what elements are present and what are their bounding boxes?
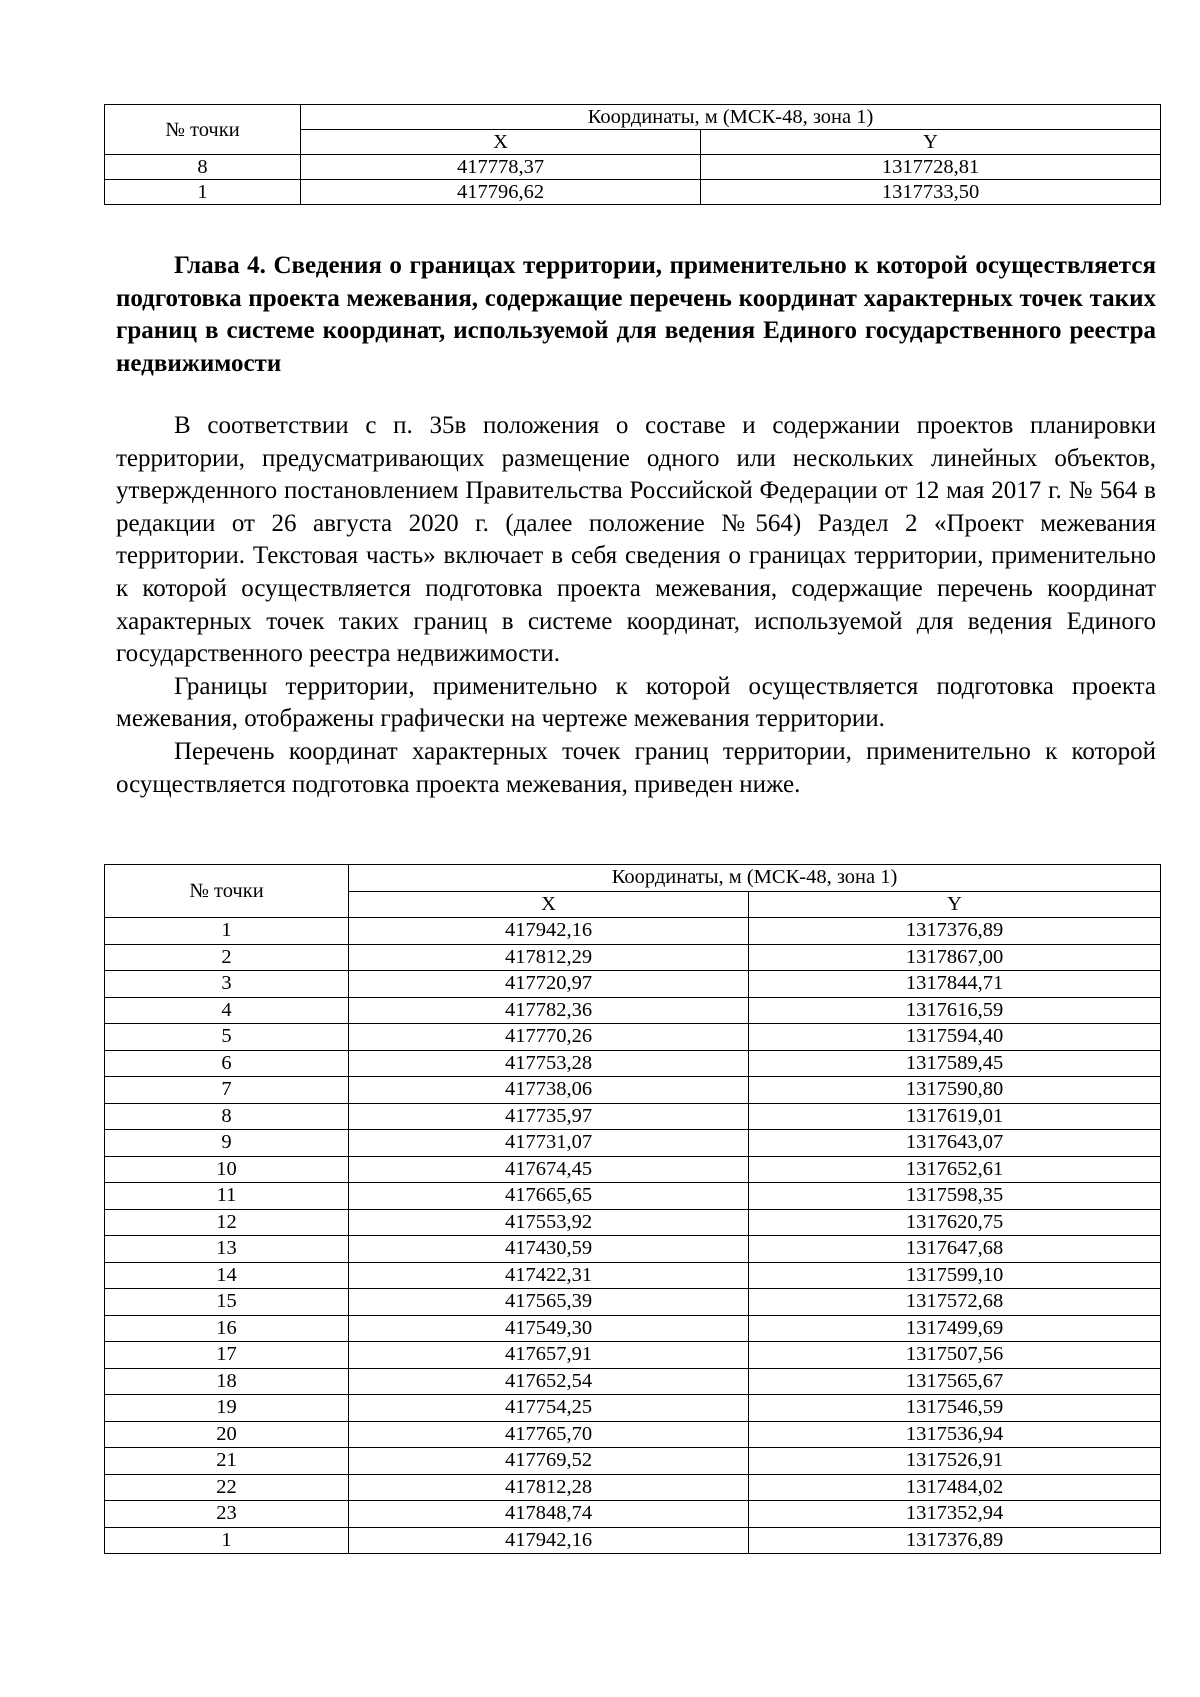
table-row bbox=[105, 1527, 1161, 1554]
y-coordinate-cell: 1317594,40 bbox=[749, 1024, 1161, 1051]
x-coordinate-cell: 417674,45 bbox=[349, 1156, 749, 1183]
y-coordinate-cell: 1317589,45 bbox=[749, 1050, 1161, 1077]
y-coordinate-cell: 1317484,02 bbox=[749, 1474, 1161, 1501]
table-row bbox=[105, 1315, 1161, 1342]
point-number-cell: 1 bbox=[105, 1527, 349, 1554]
table-row bbox=[105, 1050, 1161, 1077]
y-coordinate-cell: 1317619,01 bbox=[749, 1103, 1161, 1130]
x-coordinate-cell: 417753,28 bbox=[349, 1050, 749, 1077]
table-row bbox=[105, 1342, 1161, 1369]
table-row bbox=[105, 1289, 1161, 1316]
y-coordinate-cell: 1317620,75 bbox=[749, 1209, 1161, 1236]
point-number-cell: 4 bbox=[105, 997, 349, 1024]
y-coordinate-cell: 1317376,89 bbox=[749, 1527, 1161, 1554]
x-coordinate-cell: 417765,70 bbox=[349, 1421, 749, 1448]
table-row bbox=[105, 1156, 1161, 1183]
x-coordinate-cell: 417754,25 bbox=[349, 1395, 749, 1422]
table-row bbox=[105, 1501, 1161, 1528]
x-coordinate-cell: 417665,65 bbox=[349, 1183, 749, 1210]
body-text bbox=[116, 410, 1156, 801]
y-coordinate-cell: 1317643,07 bbox=[749, 1130, 1161, 1157]
y-coordinate-cell: 1317647,68 bbox=[749, 1236, 1161, 1263]
point-number-cell: 2 bbox=[105, 944, 349, 971]
header-point-number: № точки bbox=[105, 105, 301, 155]
table-header-row bbox=[105, 105, 1161, 130]
header-y: Y bbox=[701, 130, 1161, 155]
point-number-cell: 8 bbox=[105, 155, 301, 180]
table-row bbox=[105, 1209, 1161, 1236]
table-header-row bbox=[105, 865, 1161, 892]
point-number-cell: 18 bbox=[105, 1368, 349, 1395]
x-coordinate-cell: 417652,54 bbox=[349, 1368, 749, 1395]
paragraph: В соответствии с п. 35в положения о составе и содержании проектов планировки территории, предусматривающих размещение одного или нескольких линейных объектов, утвержденного постановлением Правительства Российской Федерации от 12 мая 2017 г. № 564 в редакции от 26 августа 2020 г. (далее положение №564) Раздел 2 «Проект межевания территории. Текстовая часть» включает в себя сведения о границах территории, применительно к которой осуществляется подготовка проекта межевания, содержащие перечень координат характерных точек таких границ в системе координат, используемой для ведения Единого государственного реестра недвижимости. bbox=[116, 412, 1156, 668]
point-number-cell: 17 bbox=[105, 1342, 349, 1369]
point-number-cell: 19 bbox=[105, 1395, 349, 1422]
x-coordinate-cell: 417942,16 bbox=[349, 1527, 749, 1554]
point-number-cell: 1 bbox=[105, 918, 349, 945]
header-coordinates: Координаты, м (МСК-48, зона 1) bbox=[301, 105, 1161, 130]
table-row bbox=[105, 1077, 1161, 1104]
x-coordinate-cell: 417769,52 bbox=[349, 1448, 749, 1475]
point-number-cell: 23 bbox=[105, 1501, 349, 1528]
point-number-cell: 20 bbox=[105, 1421, 349, 1448]
table-row bbox=[105, 1236, 1161, 1263]
header-x: X bbox=[301, 130, 701, 155]
x-coordinate-cell: 417657,91 bbox=[349, 1342, 749, 1369]
x-coordinate-cell: 417720,97 bbox=[349, 971, 749, 998]
table-row bbox=[105, 1262, 1161, 1289]
y-coordinate-cell: 1317844,71 bbox=[749, 971, 1161, 998]
table-row bbox=[105, 180, 1161, 205]
y-coordinate-cell: 1317376,89 bbox=[749, 918, 1161, 945]
y-coordinate-cell: 1317728,81 bbox=[701, 155, 1161, 180]
x-coordinate-cell: 417565,39 bbox=[349, 1289, 749, 1316]
x-coordinate-cell: 417848,74 bbox=[349, 1501, 749, 1528]
point-number-cell: 21 bbox=[105, 1448, 349, 1475]
x-coordinate-cell: 417782,36 bbox=[349, 997, 749, 1024]
x-coordinate-cell: 417430,59 bbox=[349, 1236, 749, 1263]
table-row bbox=[105, 1130, 1161, 1157]
x-coordinate-cell: 417738,06 bbox=[349, 1077, 749, 1104]
x-coordinate-cell: 417812,28 bbox=[349, 1474, 749, 1501]
paragraph: Границы территории, применительно к которой осуществляется подготовка проекта межевания, отображены графически на чертеже межевания территории. bbox=[116, 672, 1156, 733]
point-number-cell: 6 bbox=[105, 1050, 349, 1077]
table-row bbox=[105, 1474, 1161, 1501]
point-number-cell: 3 bbox=[105, 971, 349, 998]
header-point-number: № точки bbox=[105, 865, 349, 918]
point-number-cell: 13 bbox=[105, 1236, 349, 1263]
x-coordinate-cell: 417549,30 bbox=[349, 1315, 749, 1342]
table-row bbox=[105, 918, 1161, 945]
table-row bbox=[105, 971, 1161, 998]
point-number-cell: 9 bbox=[105, 1130, 349, 1157]
y-coordinate-cell: 1317526,91 bbox=[749, 1448, 1161, 1475]
table-row bbox=[105, 1183, 1161, 1210]
x-coordinate-cell: 417812,29 bbox=[349, 944, 749, 971]
coordinates-table-continuation bbox=[104, 104, 1161, 205]
y-coordinate-cell: 1317733,50 bbox=[701, 180, 1161, 205]
y-coordinate-cell: 1317352,94 bbox=[749, 1501, 1161, 1528]
y-coordinate-cell: 1317499,69 bbox=[749, 1315, 1161, 1342]
header-coordinates: Координаты, м (МСК-48, зона 1) bbox=[349, 865, 1161, 892]
boundary-coordinates-table bbox=[104, 864, 1161, 1554]
table-row bbox=[105, 1368, 1161, 1395]
y-coordinate-cell: 1317598,35 bbox=[749, 1183, 1161, 1210]
y-coordinate-cell: 1317616,59 bbox=[749, 997, 1161, 1024]
table-row bbox=[105, 997, 1161, 1024]
paragraph: Перечень координат характерных точек границ территории, применительно к которой осуществляется подготовка проекта межевания, приведен ниже. bbox=[116, 737, 1156, 798]
x-coordinate-cell: 417735,97 bbox=[349, 1103, 749, 1130]
y-coordinate-cell: 1317536,94 bbox=[749, 1421, 1161, 1448]
x-coordinate-cell: 417553,92 bbox=[349, 1209, 749, 1236]
point-number-cell: 14 bbox=[105, 1262, 349, 1289]
header-y: Y bbox=[749, 891, 1161, 918]
point-number-cell: 12 bbox=[105, 1209, 349, 1236]
point-number-cell: 11 bbox=[105, 1183, 349, 1210]
x-coordinate-cell: 417796,62 bbox=[301, 180, 701, 205]
y-coordinate-cell: 1317599,10 bbox=[749, 1262, 1161, 1289]
y-coordinate-cell: 1317572,68 bbox=[749, 1289, 1161, 1316]
table-row bbox=[105, 1395, 1161, 1422]
header-x: X bbox=[349, 891, 749, 918]
x-coordinate-cell: 417778,37 bbox=[301, 155, 701, 180]
point-number-cell: 10 bbox=[105, 1156, 349, 1183]
table-row bbox=[105, 1024, 1161, 1051]
chapter-heading: Глава 4. Сведения о границах территории, применительно к которой осуществляется подготовка проекта межевания, содержащие перечень координат характерных точек таких границ в системе координат, используемой для ведения Единого государственного реестра недвижимости bbox=[116, 252, 1156, 377]
table-row bbox=[105, 155, 1161, 180]
table-row bbox=[105, 944, 1161, 971]
point-number-cell: 16 bbox=[105, 1315, 349, 1342]
x-coordinate-cell: 417942,16 bbox=[349, 918, 749, 945]
x-coordinate-cell: 417731,07 bbox=[349, 1130, 749, 1157]
point-number-cell: 8 bbox=[105, 1103, 349, 1130]
point-number-cell: 1 bbox=[105, 180, 301, 205]
y-coordinate-cell: 1317867,00 bbox=[749, 944, 1161, 971]
x-coordinate-cell: 417422,31 bbox=[349, 1262, 749, 1289]
y-coordinate-cell: 1317590,80 bbox=[749, 1077, 1161, 1104]
table-row bbox=[105, 1448, 1161, 1475]
y-coordinate-cell: 1317652,61 bbox=[749, 1156, 1161, 1183]
table-row bbox=[105, 1421, 1161, 1448]
table-row bbox=[105, 1103, 1161, 1130]
y-coordinate-cell: 1317546,59 bbox=[749, 1395, 1161, 1422]
x-coordinate-cell: 417770,26 bbox=[349, 1024, 749, 1051]
point-number-cell: 15 bbox=[105, 1289, 349, 1316]
point-number-cell: 5 bbox=[105, 1024, 349, 1051]
point-number-cell: 22 bbox=[105, 1474, 349, 1501]
y-coordinate-cell: 1317507,56 bbox=[749, 1342, 1161, 1369]
y-coordinate-cell: 1317565,67 bbox=[749, 1368, 1161, 1395]
point-number-cell: 7 bbox=[105, 1077, 349, 1104]
